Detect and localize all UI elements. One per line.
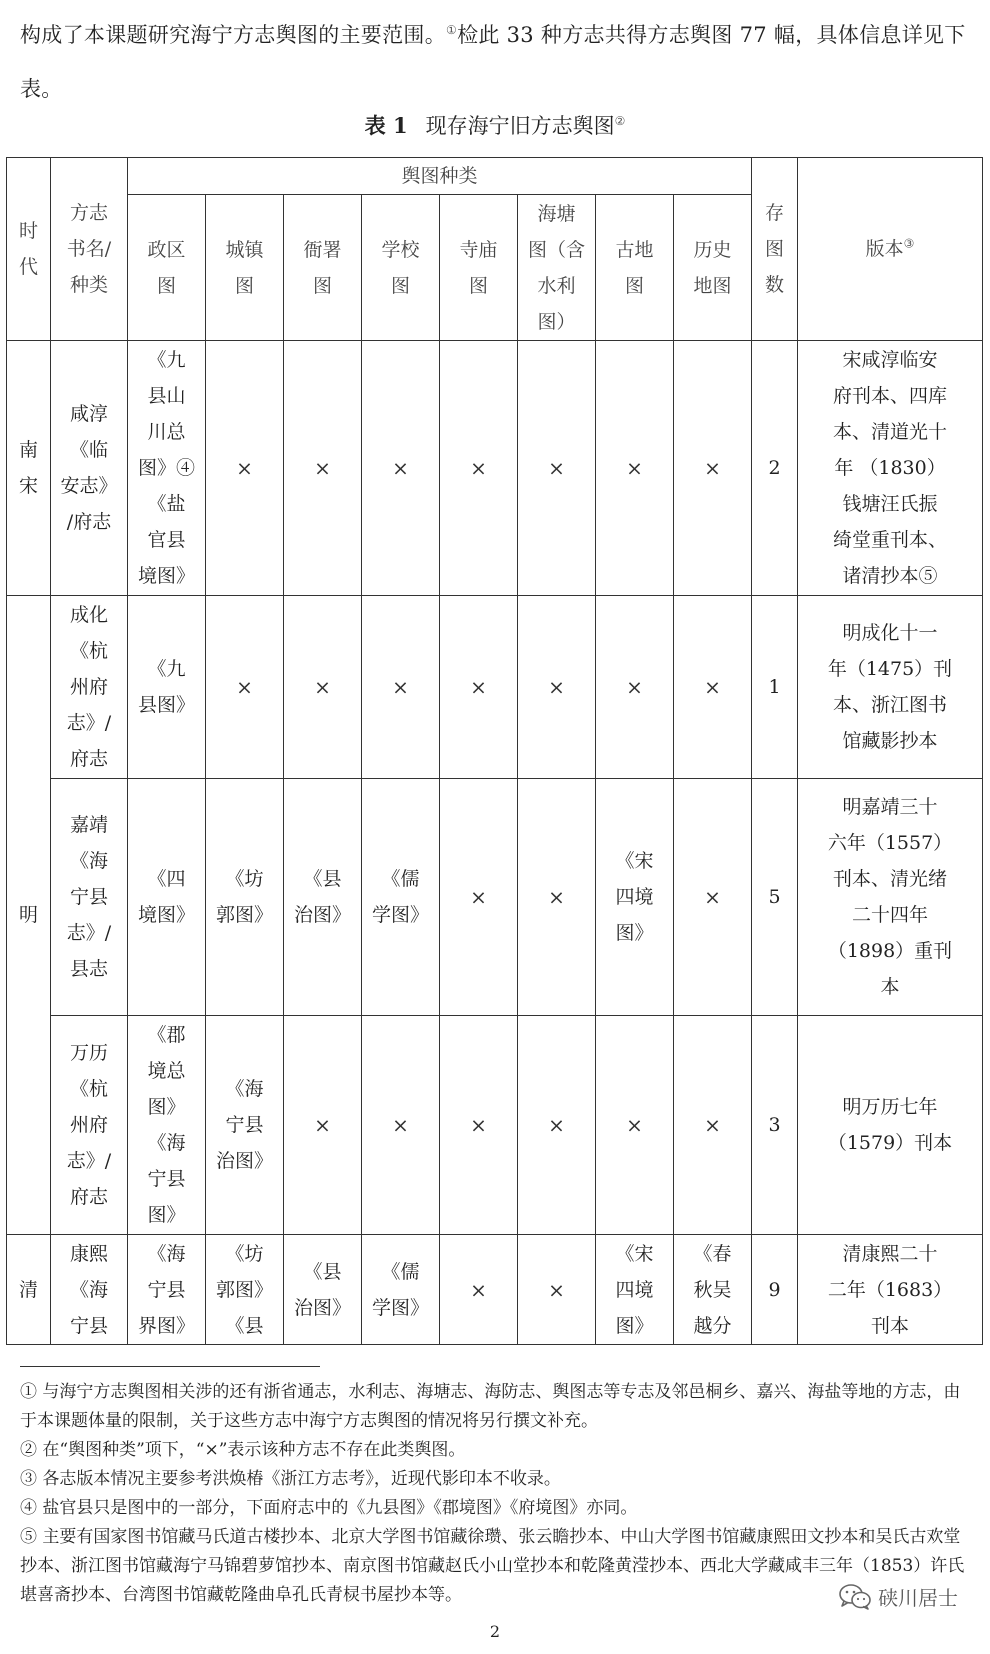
- header-type-xuexiao: [362, 195, 440, 341]
- header-map-types: 舆图种类: [128, 158, 752, 195]
- text-line: 本: [880, 976, 900, 999]
- cross-cell: ×: [674, 341, 752, 596]
- text-line: 图》: [147, 1204, 186, 1227]
- map-cell: [206, 1235, 284, 1345]
- footnote-ref-1[interactable]: ①: [446, 23, 458, 37]
- map-title: [284, 1254, 361, 1326]
- text-line: 寺庙: [459, 238, 498, 261]
- text-line: 《海: [69, 1278, 108, 1301]
- text-line: 《九: [147, 657, 186, 680]
- map-cell: [596, 1235, 674, 1345]
- text-line: 明成化十一: [842, 621, 938, 644]
- text-line: 府志: [69, 1186, 108, 1209]
- watermark: [838, 1582, 958, 1611]
- table-caption: [0, 110, 990, 140]
- text-line: 宁县: [69, 886, 108, 909]
- book-cell: [51, 1016, 128, 1235]
- cross-cell: ×: [518, 596, 596, 778]
- watermark-text: 硖川居士: [878, 1586, 958, 1610]
- text-line: 宁县: [69, 1314, 108, 1337]
- map-title: [362, 1254, 439, 1326]
- text-line: 志》/: [66, 711, 112, 734]
- text-line: 《县: [303, 868, 342, 891]
- text-line: 万历: [69, 1042, 108, 1065]
- cross-cell: ×: [596, 341, 674, 596]
- text-line: 县山: [147, 385, 186, 408]
- map-title: [128, 342, 205, 594]
- map-cell: [674, 1235, 752, 1345]
- edition-cell: [798, 1235, 983, 1345]
- header-type-lines: [362, 232, 439, 304]
- text-line: 《县: [225, 1314, 264, 1337]
- count-cell: 3: [752, 1016, 798, 1235]
- text-line: 宋咸淳临安: [842, 349, 938, 372]
- text-line: 康熙: [69, 1242, 108, 1265]
- map-cell: [128, 778, 206, 1016]
- text-line: 《坊: [225, 868, 264, 891]
- text-line: 馆藏影抄本: [842, 729, 938, 752]
- map-cell: [128, 1016, 206, 1235]
- cross-cell: ×: [518, 778, 596, 1016]
- text-line: 诸清抄本⑤: [842, 565, 938, 588]
- text-line: 县图》: [137, 693, 195, 716]
- edition-text: [798, 789, 982, 1005]
- map-cell: [596, 778, 674, 1016]
- book-cell: [51, 341, 128, 596]
- text-line: 《坊: [225, 1242, 264, 1265]
- edition-text: [798, 615, 982, 759]
- text-line: 境图》: [137, 565, 195, 588]
- text-line: 《海: [69, 850, 108, 873]
- book-title: [51, 597, 127, 777]
- text-line: 宁县: [147, 1168, 186, 1191]
- map-title: [674, 1236, 751, 1344]
- header-type-lines: [206, 232, 283, 304]
- book-cell: [51, 1235, 128, 1345]
- cross-cell: ×: [440, 1235, 518, 1345]
- text-line: 数: [765, 274, 785, 297]
- count-cell: 5: [752, 778, 798, 1016]
- header-type-zhengqu: [128, 195, 206, 341]
- text-line: 图）: [537, 310, 576, 333]
- text-line: 治图》: [215, 1150, 273, 1173]
- map-title: [362, 861, 439, 933]
- text-line: 治图》: [293, 904, 351, 927]
- text-line: 刊本、清光绪: [833, 868, 948, 891]
- table-row: [7, 341, 983, 596]
- table-title: 现存海宁旧方志舆图: [425, 114, 615, 138]
- header-edition: [798, 158, 983, 341]
- header-type-yashu: [284, 195, 362, 341]
- book-cell: [51, 596, 128, 778]
- text-line: 刊本: [871, 1314, 910, 1337]
- text-line: 图: [765, 238, 785, 261]
- text-line: 境图》: [137, 904, 195, 927]
- text-line: 地图: [693, 274, 732, 297]
- header-type-lines: [518, 196, 595, 340]
- text-line: 清康熙二十: [842, 1242, 938, 1265]
- intro-paragraph: [20, 8, 972, 116]
- text-line: 图（含: [527, 238, 585, 261]
- text-line: 《宋: [615, 850, 654, 873]
- era-song: [7, 432, 50, 504]
- text-line: 二十四年: [852, 904, 929, 927]
- text-line: 境总: [147, 1060, 186, 1083]
- count-cell: 1: [752, 596, 798, 778]
- book-title: [51, 807, 127, 987]
- map-title: [128, 1017, 205, 1233]
- map-title: [206, 1071, 283, 1179]
- text-line: 县志: [69, 958, 108, 981]
- map-title: [128, 1236, 205, 1344]
- edition-text: [798, 1089, 982, 1161]
- map-title: [284, 861, 361, 933]
- text-line: 嘉靖: [69, 814, 108, 837]
- text-line: 宁县: [147, 1278, 186, 1301]
- text-line: 存: [765, 202, 785, 225]
- text-line: 政区: [147, 238, 186, 261]
- edition-text: [798, 1236, 982, 1344]
- edition-cell: [798, 341, 983, 596]
- text-line: 城镇: [225, 238, 264, 261]
- cross-cell: ×: [440, 596, 518, 778]
- text-line: 川总: [147, 421, 186, 444]
- text-line: 《儒: [381, 1260, 420, 1283]
- header-era-lines: [7, 213, 50, 285]
- text-line: 种类: [69, 274, 108, 297]
- text-line: 《海: [225, 1078, 264, 1101]
- text-line: 《杭: [69, 639, 108, 662]
- intro-text: 构成了本课题研究海宁方志舆图的主要范围。: [20, 23, 446, 47]
- era-cell: 清: [7, 1235, 51, 1345]
- text-line: （1898）重刊: [827, 940, 953, 963]
- text-line: 《宋: [615, 1242, 654, 1265]
- text-line: 《县: [303, 1260, 342, 1283]
- header-type-lishi: [674, 195, 752, 341]
- header-type-gudi: [596, 195, 674, 341]
- edition-cell: [798, 778, 983, 1016]
- map-cell: [128, 1235, 206, 1345]
- header-type-lines: [440, 232, 517, 304]
- text-line: 书名/: [66, 238, 112, 261]
- map-title: [596, 843, 673, 951]
- cross-cell: ×: [596, 1016, 674, 1235]
- page-number: 2: [489, 1622, 501, 1641]
- text-line: 宋: [18, 475, 38, 498]
- cross-cell: ×: [440, 778, 518, 1016]
- header-era: [7, 158, 51, 341]
- text-line: 方志: [69, 202, 108, 225]
- header-edition-label: 版本: [865, 238, 904, 261]
- book-cell: [51, 778, 128, 1016]
- text-line: 《海: [147, 1242, 186, 1265]
- text-line: 图: [390, 274, 410, 297]
- footnotes: [20, 1378, 975, 1610]
- cross-cell: ×: [362, 1016, 440, 1235]
- footnote-ref-2[interactable]: ②: [614, 114, 626, 128]
- book-title: [51, 1035, 127, 1215]
- header-count: [752, 158, 798, 341]
- cross-cell: ×: [440, 341, 518, 596]
- cross-cell: ×: [362, 341, 440, 596]
- cross-cell: ×: [362, 596, 440, 778]
- cross-cell: ×: [674, 596, 752, 778]
- text-line: 本、浙江图书: [833, 693, 948, 716]
- book-title: [51, 1236, 127, 1344]
- cross-cell: ×: [674, 778, 752, 1016]
- text-line: 图: [234, 274, 254, 297]
- header-type-lines: [128, 232, 205, 304]
- cross-cell: ×: [284, 1016, 362, 1235]
- maps-table: [6, 157, 983, 1345]
- footnote-5: ⑤ 主要有国家图书馆藏马氏道古楼抄本、北京大学图书馆藏徐瓒、张云瞻抄本、中山大学图书馆藏康熙田文抄本和吴氏古欢堂抄本、浙江图书馆藏海宁马锦碧萝馆抄本、南京图书馆藏赵氏小山堂抄本和乾隆黄滢抄本、西北大学藏咸丰三年（1853）许氏堪喜斋抄本、台湾图书馆藏乾隆曲阜孔氏青棂书屋抄本等。: [20, 1527, 965, 1605]
- header-type-lines: [596, 232, 673, 304]
- table-row: [7, 1016, 983, 1235]
- text-line: 年 （1830）: [834, 457, 946, 480]
- map-cell: [206, 1016, 284, 1235]
- text-line: 时: [18, 220, 38, 243]
- text-line: 学校: [381, 238, 420, 261]
- text-line: 代: [18, 256, 38, 279]
- text-line: 越分: [693, 1314, 732, 1337]
- edition-cell: [798, 596, 983, 778]
- text-line: 历史: [693, 238, 732, 261]
- footnote-4: ④ 盐官县只是图中的一部分，下面府志中的《九县图》《郡境图》《府境图》亦同。: [20, 1498, 638, 1518]
- footnote-divider: [20, 1366, 320, 1367]
- text-line: 府刊本、四库: [833, 385, 948, 408]
- text-line: 二年（1683）: [827, 1278, 953, 1301]
- map-cell: [128, 341, 206, 596]
- text-line: 图: [624, 274, 644, 297]
- map-cell: [206, 778, 284, 1016]
- text-line: 《临: [69, 439, 108, 462]
- text-line: 咸淳: [69, 403, 108, 426]
- text-line: 府志: [69, 747, 108, 770]
- footnote-ref-3[interactable]: ③: [903, 236, 915, 251]
- cross-cell: ×: [518, 341, 596, 596]
- text-line: 图》: [147, 1096, 186, 1119]
- table-row: [7, 1235, 983, 1345]
- footnote-2: ② 在“舆图种类”项下，“×”表示该种方志不存在此类舆图。: [20, 1440, 466, 1460]
- book-title: [51, 396, 127, 540]
- cross-cell: ×: [674, 1016, 752, 1235]
- text-line: 学图》: [371, 1296, 429, 1319]
- text-line: 《儒: [381, 868, 420, 891]
- table-row: [7, 778, 983, 1016]
- map-cell: [128, 596, 206, 778]
- text-line: /府志: [66, 511, 112, 534]
- map-title: [128, 651, 205, 723]
- text-line: 南: [18, 439, 38, 462]
- text-line: 州府: [69, 675, 108, 698]
- era-cell: 明: [7, 596, 51, 1235]
- header-type-lines: [284, 232, 361, 304]
- text-line: 钱塘汪氏振: [842, 493, 938, 516]
- text-line: 绮堂重刊本、: [833, 529, 948, 552]
- header-type-simiao: [440, 195, 518, 341]
- text-line: 图: [468, 274, 488, 297]
- text-line: 《春: [693, 1242, 732, 1265]
- map-cell: [362, 778, 440, 1016]
- header-book-lines: [51, 195, 127, 303]
- cross-cell: ×: [284, 341, 362, 596]
- map-cell: [284, 1235, 362, 1345]
- text-line: 《盐: [147, 493, 186, 516]
- cross-cell: ×: [596, 596, 674, 778]
- text-line: 郭图》: [215, 1278, 273, 1301]
- text-line: 古地: [615, 238, 654, 261]
- text-line: 《海: [147, 1132, 186, 1155]
- text-line: 郭图》: [215, 904, 273, 927]
- map-title: [128, 861, 205, 933]
- text-line: 《九: [147, 349, 186, 372]
- cross-cell: ×: [518, 1235, 596, 1345]
- count-cell: 2: [752, 341, 798, 596]
- text-line: 六年（1557）: [827, 832, 953, 855]
- text-line: 安志》: [60, 475, 118, 498]
- text-line: 明万历七年: [842, 1096, 938, 1119]
- text-line: 本、清道光十: [833, 421, 948, 444]
- table-number: 表 1: [364, 113, 408, 138]
- text-line: 治图》: [293, 1296, 351, 1319]
- text-line: 《杭: [69, 1078, 108, 1101]
- map-cell: [284, 778, 362, 1016]
- edition-text: [798, 342, 982, 594]
- edition-cell: [798, 1016, 983, 1235]
- text-line: 水利: [537, 274, 576, 297]
- text-line: 志》/: [66, 922, 112, 945]
- text-line: （1579）刊本: [827, 1132, 953, 1155]
- era-cell: [7, 341, 51, 596]
- text-line: 四境: [615, 1278, 654, 1301]
- text-line: 界图》: [137, 1314, 195, 1337]
- text-line: 年（1475）刊: [827, 657, 953, 680]
- cross-cell: ×: [440, 1016, 518, 1235]
- text-line: 秋吴: [693, 1278, 732, 1301]
- text-line: 图》④: [137, 457, 195, 480]
- text-line: 学图》: [371, 904, 429, 927]
- cross-cell: ×: [206, 596, 284, 778]
- text-line: 《郡: [147, 1024, 186, 1047]
- text-line: 州府: [69, 1114, 108, 1137]
- header-count-lines: [752, 195, 797, 303]
- text-line: 衙署: [303, 238, 342, 261]
- cross-cell: ×: [518, 1016, 596, 1235]
- header-type-chengzhen: [206, 195, 284, 341]
- map-title: [206, 861, 283, 933]
- text-line: 志》/: [66, 1150, 112, 1173]
- text-line: 明嘉靖三十: [842, 796, 938, 819]
- text-line: 《四: [147, 868, 186, 891]
- text-line: 四境: [615, 886, 654, 909]
- text-line: 成化: [69, 603, 108, 626]
- header-type-lines: [674, 232, 751, 304]
- text-line: 图: [312, 274, 332, 297]
- cross-cell: ×: [284, 596, 362, 778]
- text-line: 官县: [147, 529, 186, 552]
- text-line: 海塘: [537, 202, 576, 225]
- text-line: 图: [156, 274, 176, 297]
- header-type-haitang: [518, 195, 596, 341]
- header-book: [51, 158, 128, 341]
- wechat-icon: [838, 1583, 872, 1611]
- count-cell: 9: [752, 1235, 798, 1345]
- map-title: [596, 1236, 673, 1344]
- text-line: 图》: [615, 922, 654, 945]
- text-line: 宁县: [225, 1114, 264, 1137]
- map-cell: [362, 1235, 440, 1345]
- map-title: [206, 1236, 283, 1344]
- footnote-1: ① 与海宁方志舆图相关涉的还有浙省通志，水利志、海塘志、海防志、舆图志等专志及邻邑桐乡、嘉兴、海盐等地的方志，由于本课题体量的限制，关于这些方志中海宁方志舆图的情况将另行撰文补充。: [20, 1382, 961, 1431]
- cross-cell: ×: [206, 341, 284, 596]
- table-row: [7, 596, 983, 778]
- footnote-3: ③ 各志版本情况主要参考洪焕椿《浙江方志考》，近现代影印本不收录。: [20, 1469, 561, 1489]
- text-line: 图》: [615, 1314, 654, 1337]
- intro-text-continued: 检此 33 种方志共得方志舆图 77 幅，具体信息详见下表。: [20, 23, 966, 101]
